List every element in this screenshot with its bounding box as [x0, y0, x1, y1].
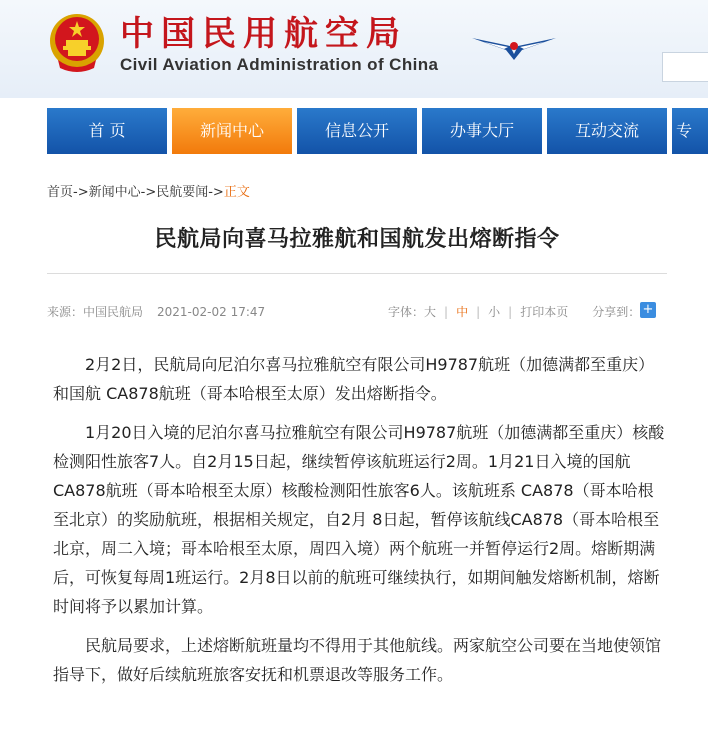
main-nav	[0, 108, 708, 154]
breadcrumb-separator: ->	[73, 185, 89, 200]
print-button[interactable]: 打印本页	[520, 305, 569, 319]
article-meta	[47, 303, 265, 320]
breadcrumb-separator: ->	[140, 185, 157, 200]
font-size-large[interactable]: 大	[424, 305, 437, 319]
nav-item-news-center[interactable]: 新闻中心	[172, 108, 292, 154]
share-label: 分享到：	[592, 305, 641, 319]
search-input[interactable]	[662, 52, 708, 82]
article-paragraph: 2月2日，民航局向尼泊尔喜马拉雅航空有限公司H9787航班（加德满都至重庆）和国航 CA878航班（哥本哈根至太原）发出熔断指令。	[53, 355, 655, 403]
article-body	[53, 350, 665, 699]
font-size-label: 字体：	[388, 305, 425, 319]
site-title-cn[interactable]: 中国民用航空局	[120, 14, 407, 54]
breadcrumb-home[interactable]: 首页	[47, 185, 74, 200]
breadcrumb-news-center[interactable]: 新闻中心	[88, 185, 141, 200]
national-emblem-icon[interactable]	[48, 12, 106, 74]
article-tools: 字体：大 | 中 | 小 | 打印本页 分享到：	[388, 305, 641, 319]
plus-icon[interactable]: +	[640, 302, 656, 318]
nav-item-special[interactable]: 专	[672, 108, 708, 154]
site-title-en[interactable]: Civil Aviation Administration of China	[120, 55, 439, 74]
article-paragraph: 1月20日入境的尼泊尔喜马拉雅航空有限公司H9787航班（加德满都至重庆）核酸检测阳性旅客7人。自2月15日起，继续暂停该航班运行2周。1月21日入境的国航CA878航班（哥本哈根至太原）核酸检测阳性旅客6人。该航班系 CA878（哥本哈根至北京）的奖励航班，根据相关规定，自2月 8日起，暂停该航线CA878（哥本哈根至北京，周二入境；哥本哈根至太原，周四入境）两个航班一并暂停运行2周。熔断期满后，可恢复每周1班运行。2月8日以前的航班可继续执行，如期间触发熔断机制，熔断时间将予以累加计算。	[53, 423, 665, 616]
breadcrumb	[47, 181, 250, 200]
caac-wings-logo-icon	[470, 32, 558, 62]
site-header	[0, 0, 708, 98]
article-source: 来源：中国民航局	[47, 305, 144, 319]
nav-item-interaction[interactable]: 互动交流	[547, 108, 667, 154]
title-divider	[47, 273, 667, 274]
nav-item-info-disclosure[interactable]: 信息公开	[297, 108, 417, 154]
font-size-small[interactable]: 小	[488, 305, 501, 319]
nav-item-home[interactable]: 首 页	[47, 108, 167, 154]
breadcrumb-civil-aviation-news[interactable]: 民航要闻	[156, 185, 209, 200]
article-title: 民航局向喜马拉雅航和国航发出熔断指令	[154, 227, 560, 252]
breadcrumb-separator: ->	[208, 185, 224, 200]
font-size-medium[interactable]: 中	[456, 305, 469, 319]
article-paragraph: 民航局要求，上述熔断航班量均不得用于其他航线。两家航空公司要在当地使领馆指导下，做好后续航班旅客安抚和机票退改等服务工作。	[53, 636, 662, 684]
article-date: 2021-02-02 17:47	[157, 305, 266, 319]
breadcrumb-current: 正文	[223, 185, 250, 200]
nav-item-service-hall[interactable]: 办事大厅	[422, 108, 542, 154]
